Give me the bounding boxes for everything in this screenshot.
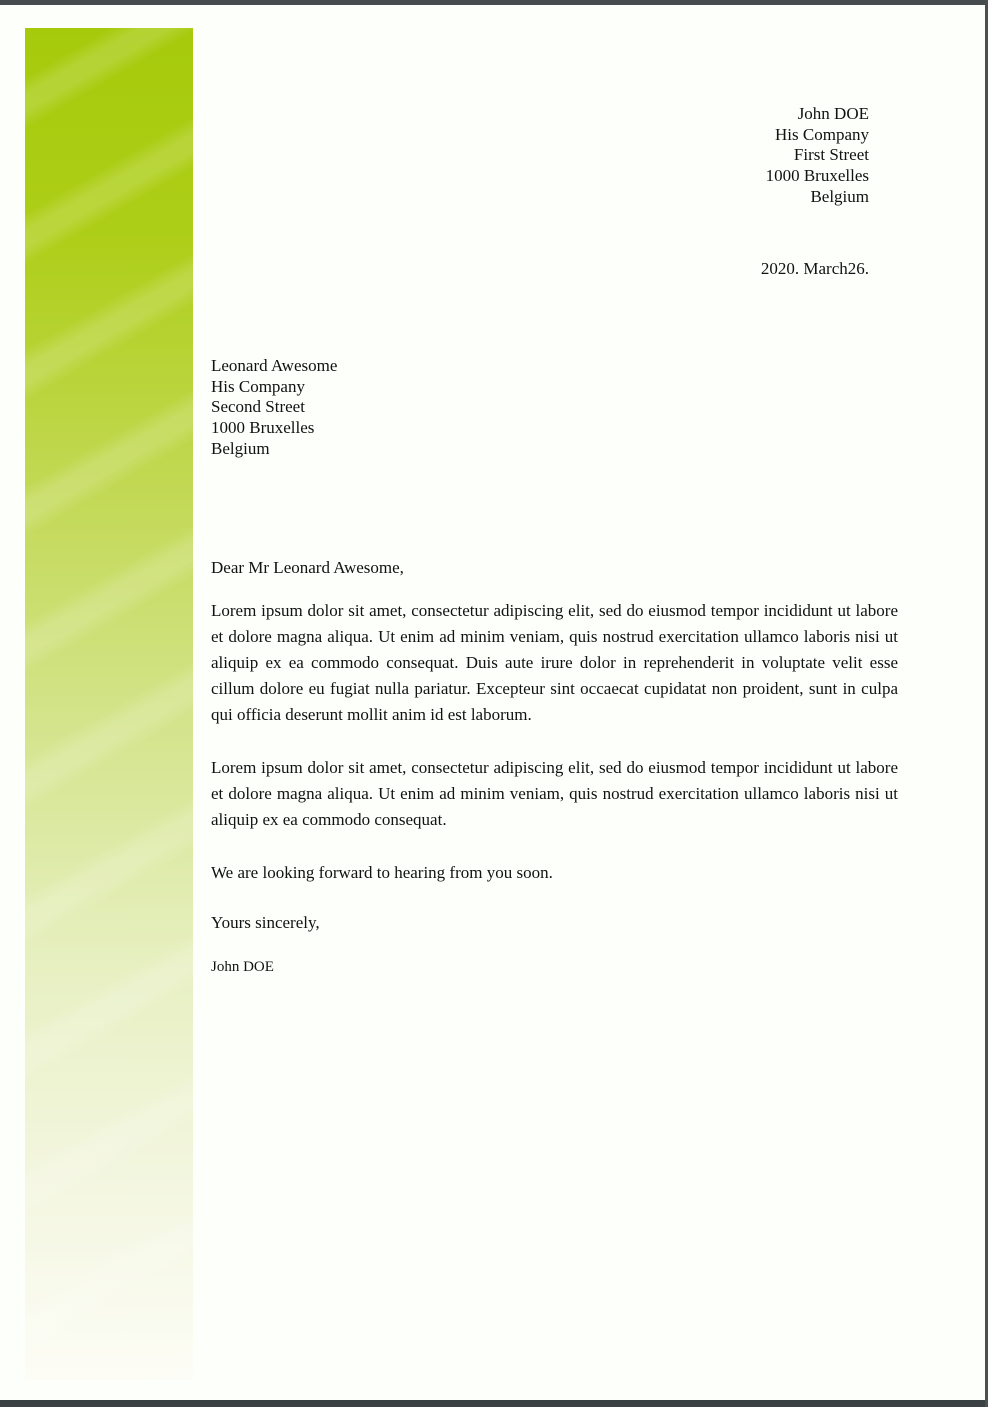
green-gradient-sidebar	[25, 28, 193, 1380]
sender-city: 1000 Bruxelles	[765, 166, 869, 186]
sender-street: First Street	[793, 145, 869, 165]
valediction: Yours sincerely,	[211, 913, 320, 932]
recipient-name: Leonard Awesome	[211, 356, 338, 375]
signature-name: John DOE	[211, 959, 274, 975]
recipient-country: Belgium	[211, 438, 270, 458]
page-top-border	[0, 0, 988, 5]
sender-address-block	[766, 104, 869, 208]
body-paragraph-1: Lorem ipsum dolor sit amet, consectetur adipiscing elit, sed do eiusmod tempor incididunt ut labore et dolore magna aliqua. Ut enim ad minim veniam, quis nostrud exercitation ullamco laboris nisi ut aliquip ex ea commodo consequat. Duis aute irure dolor in reprehenderit in voluptate velit esse cillum dolore eu fugiat nulla pariatur. Excepteur sint occaecat cupidatat non proident, sunt in culpa qui officia deserunt mollit anim id est laborum.	[211, 601, 898, 724]
closing-line: We are looking forward to hearing from you soon.	[211, 863, 553, 882]
sender-country: Belgium	[810, 186, 869, 206]
letter-date: 2020. March26.	[760, 259, 869, 278]
page-bottom-border	[0, 1400, 988, 1407]
recipient-address-block	[211, 356, 337, 460]
sender-company: His Company	[775, 124, 869, 144]
letter-body	[211, 555, 898, 993]
salutation: Dear Mr Leonard Awesome,	[211, 558, 404, 577]
body-paragraph-2: Lorem ipsum dolor sit amet, consectetur adipiscing elit, sed do eiusmod tempor incididunt ut labore et dolore magna aliqua. Ut enim ad minim veniam, quis nostrud exercitation ullamco laboris nisi ut aliquip ex ea commodo consequat.	[211, 758, 898, 829]
sender-name: John DOE	[797, 104, 869, 123]
recipient-company: His Company	[211, 376, 305, 396]
recipient-city: 1000 Bruxelles	[211, 418, 315, 438]
recipient-street: Second Street	[211, 397, 305, 417]
